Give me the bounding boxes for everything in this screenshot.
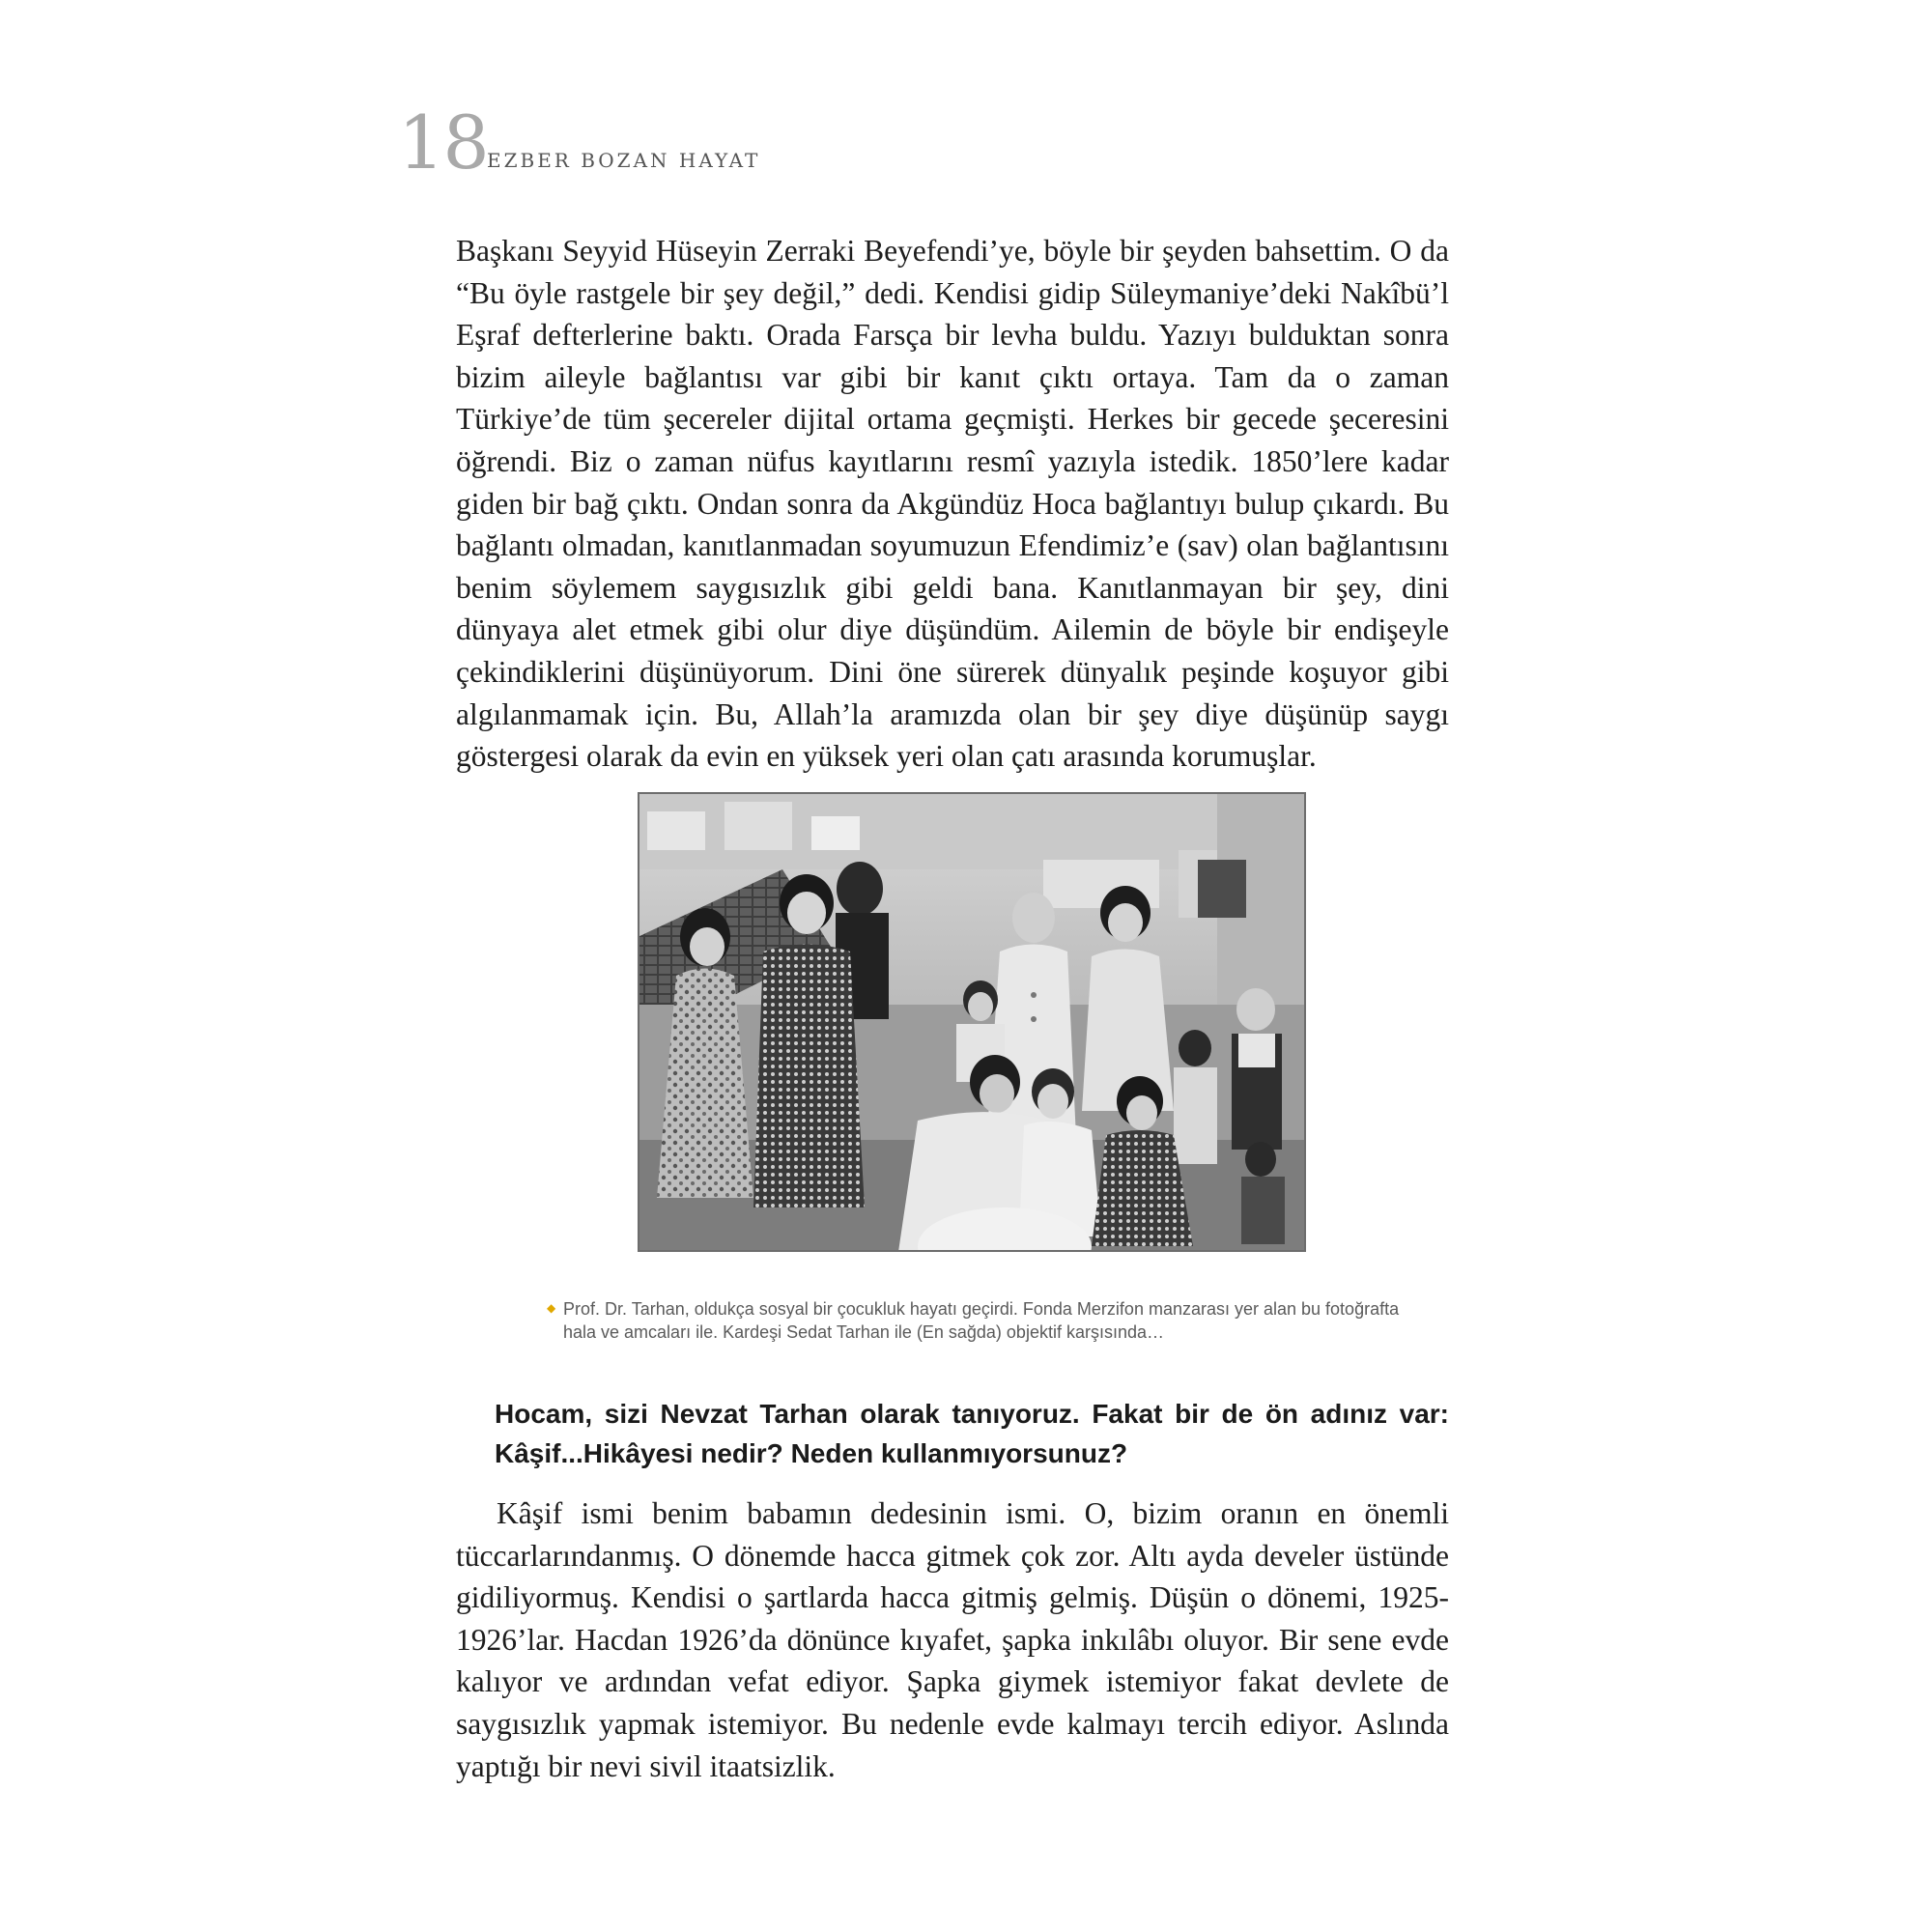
photo-caption bbox=[547, 1297, 1413, 1344]
family-photo-icon bbox=[638, 792, 1306, 1252]
body-paragraph-2: Kâşif ismi benim babamın dedesinin ismi. O, bizim oranın en önemli tüccarlarındanmış. O dönemde hacca gitmek çok zor. Altı ayda develer üstünde gidiliyormuş. Kendisi o şartlarda hacca gitmiş gelmiş. Düşün o dönemi, 1925-1926’lar. Hacdan 1926’da dönünce kıyafet, şapka inkılâbı oluyor. Bir sene evde kalıyor ve ardından vefat ediyor. Şapka giymek istemiyor fakat devlete de saygısızlık yapmak istemiyor. Bu nedenle evde kalmayı tercih ediyor. Aslında yaptığı bir nevi sivil itaatsizlik. bbox=[456, 1496, 1449, 1783]
interview-question: Hocam, sizi Nevzat Tarhan olarak tanıyoruz. Fakat bir de ön adınız var: Kâşif...Hikâyesi nedir? Neden kullanmıyorsunuz? bbox=[495, 1399, 1449, 1468]
family-photo bbox=[638, 792, 1306, 1252]
caption-text: Prof. Dr. Tarhan, oldukça sosyal bir çocukluk hayatı geçirdi. Fonda Merzifon manzarası yer alan bu fotoğrafta hala ve amcaları ile. Kardeşi Sedat Tarhan ile (En sağda) objektif karşısında… bbox=[563, 1299, 1400, 1342]
body-paragraph-1: Başkanı Seyyid Hüseyin Zerraki Beyefendi’ye, böyle bir şeyden bahsettim. O da “Bu öyle rastgele bir şey değil,” dedi. Kendisi gidip Süleymaniye’deki Nakîbü’l Eşraf defterlerine baktı. Orada Farsça bir levha buldu. Yazıyı bulduktan sonra bizim aileyle bağlantısı var gibi bir kanıt çıktı ortaya. Tam da o zaman Türkiye’de tüm şecereler dijital ortama geçmişti. Herkes bir gecede şeceresini öğrendi. Biz o zaman nüfus kayıtlarını resmî yazıyla istedik. 1850’lere kadar giden bir bağ çıktı. Ondan sonra da Akgündüz Hoca bağlantıyı bulup çıkardı. Bu bağlantı olmadan, kanıtlanmadan soyumuzun Efendimiz’e (sav) olan bağlantısını benim söylemem saygısızlık gibi geldi bana. Kanıtlanmayan bir şey, dini dünyaya alet etmek gibi olur diye düşündüm. Ailemin de böyle bir endişeyle çekindiklerini düşünüyorum. Dini öne sürerek dünyalık peşinde koşuyor gibi algılanmamak için. Bu, Allah’la aramızda olan bir şey diye düşünüp saygı göstergesi olarak da evin en yüksek yeri olan çatı arasında korumuşlar. bbox=[456, 234, 1449, 774]
caption-bullet-icon: ◆ bbox=[547, 1301, 556, 1315]
running-title: EZBER BOZAN HAYAT bbox=[487, 149, 761, 172]
page-number: 18 bbox=[398, 99, 488, 185]
